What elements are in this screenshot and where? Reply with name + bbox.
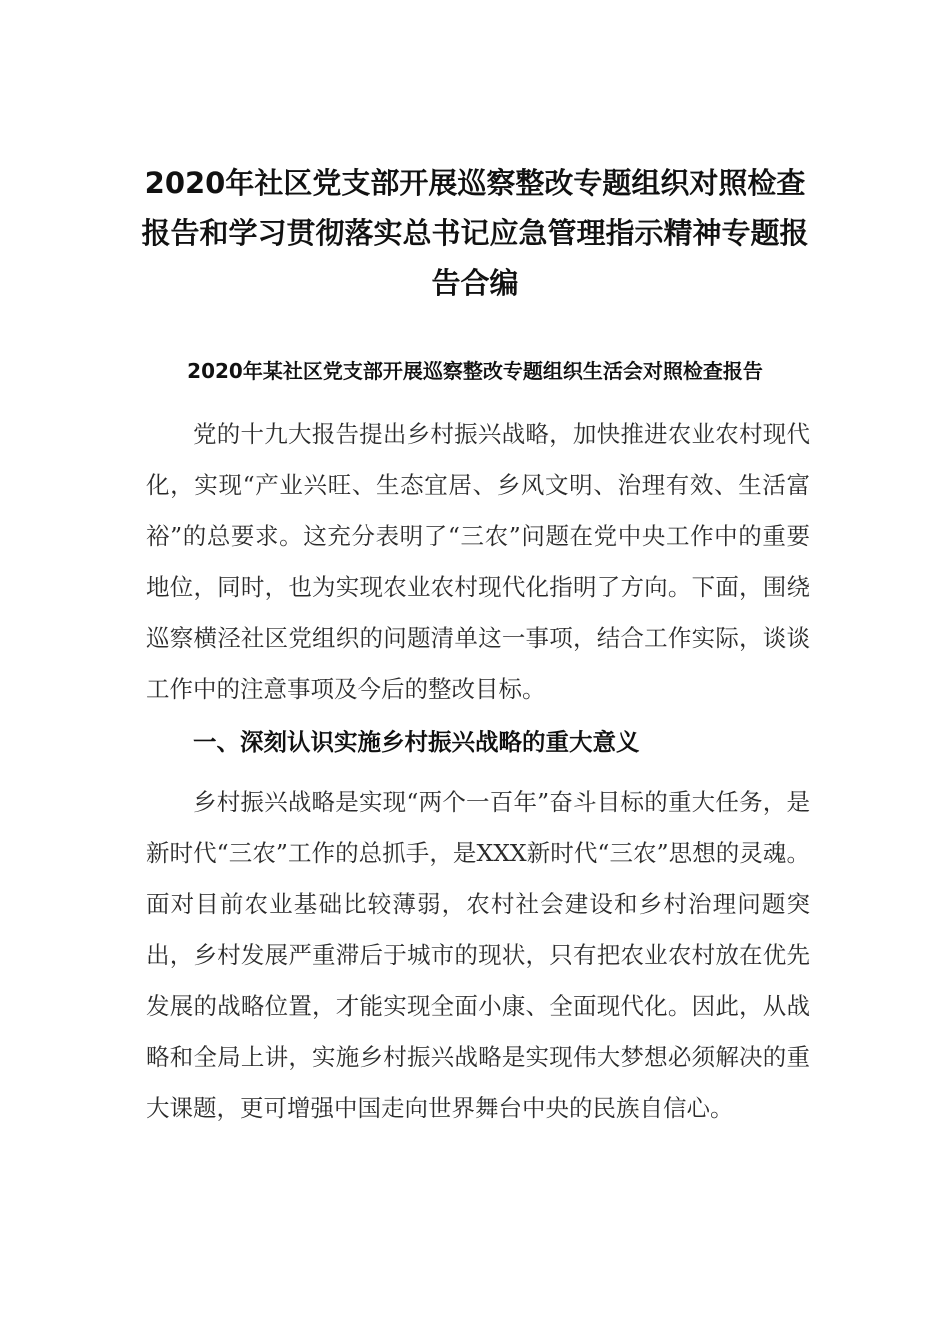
document-title: 2020年社区党支部开展巡察整改专题组织对照检查报告和学习贯彻落实总书记应急管理指示精神专题报告合编 <box>141 166 809 300</box>
section-heading: 一、深刻认识实施乡村振兴战略的重大意义 <box>193 728 640 756</box>
paragraph-intro: 党的十九大报告提出乡村振兴战略，加快推进农业农村现代化，实现“产业兴旺、生态宜居、乡风文明、治理有效、生活富裕”的总要求。这充分表明了“三农”问题在党中央工作中的重要地位，同时，也为实现农业农村现代化指明了方向。下面，围绕巡察横泾社区党组织的问题清单这一事项，结合工作实际，谈谈工作中的注意事项及今后的整改目标。 <box>146 420 810 703</box>
paragraph-significance: 乡村振兴战略是实现“两个一百年”奋斗目标的重大任务，是新时代“三农”工作的总抓手，是XXX新时代“三农”思想的灵魂。面对目前农业基础比较薄弱，农村社会建设和乡村治理问题突出，乡村发展严重滞后于城市的现状，只有把农业农村放在优先发展的战略位置，才能实现全面小康、全面现代化。因此，从战略和全局上讲，实施乡村振兴战略是实现伟大梦想必须解决的重大课题，更可增强中国走向世界舞台中央的民族自信心。 <box>146 788 810 1122</box>
document-subtitle: 2020年某社区党支部开展巡察整改专题组织生活会对照检查报告 <box>187 359 763 383</box>
